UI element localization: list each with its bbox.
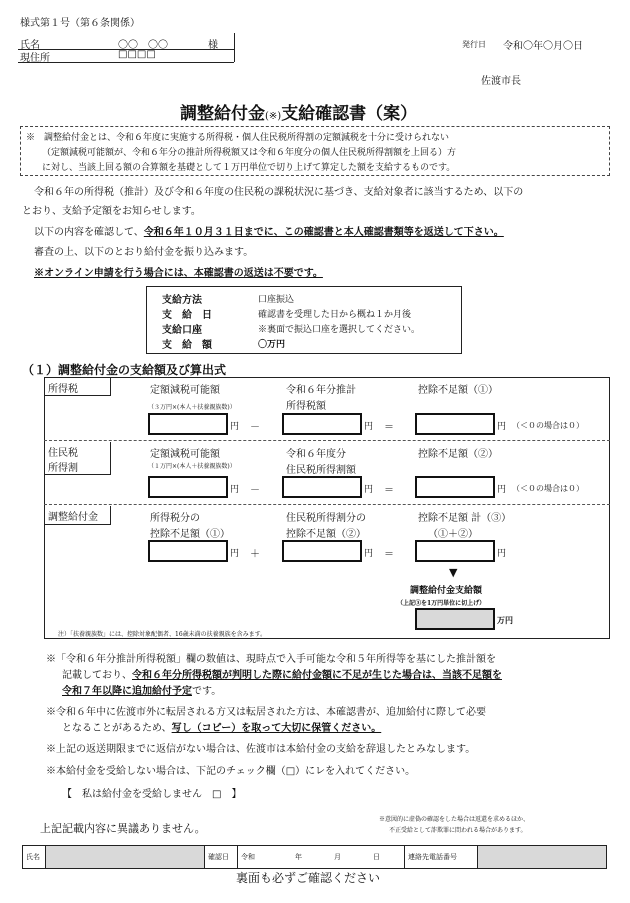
row-divider-1: [44, 440, 610, 441]
resident-tax-credit-field[interactable]: [148, 476, 228, 498]
phone-label-cell: 連絡先電話番号: [405, 846, 478, 869]
equals-sign: ＝: [384, 485, 394, 496]
note-3: ※上記の返送期限までに返信がない場合は、佐渡市は本給付金の支給を辞退したとみなします。: [46, 744, 476, 755]
adjustment-col3b: （①＋②）: [428, 529, 478, 540]
notice-line-2: （定額減税可能額が、令和６年分の推計所得税額又は令和６年度分の個人住民税所得割額を上回る）方: [42, 148, 457, 158]
zero-condition: （＜０の場合は０）: [512, 484, 584, 493]
payment-amount-value: 〇万円: [258, 340, 286, 350]
date-input-cell[interactable]: [238, 846, 405, 869]
income-tax-credit-field[interactable]: [148, 413, 228, 435]
online-note: ※オンライン申請を行う場合には、本確認書の返送は不要です。: [34, 268, 323, 279]
confirm-statement: 上記記載内容に異議ありません。: [40, 822, 206, 835]
adjustment-resident-shortfall-field[interactable]: [282, 540, 362, 562]
warning-line-2: 不正受給として詐欺罪に問われる場合があります。: [389, 827, 527, 834]
note-2-line-2: [62, 719, 381, 734]
resident-tax-col1-note: （１万円×(本人＋扶養親族数)）: [148, 463, 236, 470]
note-1-prefix: 記載しており、: [62, 670, 132, 681]
yen-unit: 円: [497, 485, 507, 495]
note-2-prefix: となることがあるため、: [62, 723, 172, 734]
note-1-line-3: [62, 682, 221, 697]
payment-account-label: 支給口座: [162, 325, 202, 336]
total-shortfall-field[interactable]: [415, 540, 495, 562]
form-number: 様式第１号（第６条関係）: [20, 18, 140, 29]
zero-condition: （＜０の場合は０）: [512, 421, 584, 430]
issue-date-label: 発行日: [462, 40, 486, 49]
issue-date: 令和〇年〇月〇日: [503, 41, 583, 52]
address-underline: [18, 62, 234, 63]
address-value: □□□□: [118, 49, 156, 60]
row-divider-2: [44, 504, 610, 505]
return-deadline-text: 令和６年１０月３１日までに、この確認書と本人確認書類等を返送して下さい。: [143, 227, 504, 238]
payment-date-label: 支 給 日: [162, 310, 212, 321]
adjustment-col1b: 控除不足額（①）: [150, 529, 230, 540]
address-box-edge: [234, 33, 235, 62]
yen-unit: 円: [364, 422, 374, 432]
payment-account-value: ※裏面で振込口座を選択してください。: [258, 325, 421, 335]
resident-tax-amount-field[interactable]: [282, 476, 362, 498]
down-arrow-icon: ▼: [449, 566, 458, 579]
yen-unit: 円: [497, 549, 507, 559]
year-label: 年: [295, 853, 302, 861]
minus-sign: －: [250, 485, 260, 496]
man-yen-unit: 万円: [497, 615, 513, 625]
note-2-emphasis: 写し（コピー）を取って大切に保管ください。: [171, 723, 382, 734]
address-label: 現住所: [20, 53, 50, 64]
note-1-emphasis: 令和６年分所得税額が判明した際に給付金額に不足が生じた場合は、当該不足額を: [132, 670, 502, 681]
warning-line-1: ※意図的に虚偽の確認をした場合は返還を求めるほか、: [379, 816, 530, 823]
note-4: ※本給付金を受給しない場合は、下記のチェック欄（□）にレを入れてください。: [46, 766, 416, 777]
intro-line-2: とおり、支給予定額をお知らせします。: [22, 206, 201, 217]
plus-sign: ＋: [250, 549, 260, 560]
payment-method-value: 口座振込: [258, 295, 295, 305]
month-label: 月: [334, 853, 341, 861]
intro-line-1: 令和６年の所得税（推計）及び令和６年度の住民税の課税状況に基づき、支給対象者に該当するため、以下の: [34, 187, 524, 198]
resident-tax-col1: 定額減税可能額: [150, 449, 220, 460]
adjustment-col2a: 住民税所得割分の: [286, 513, 366, 524]
era-label: 令和: [241, 853, 255, 861]
date-label-cell: 確認日: [205, 846, 238, 869]
result-note: （上記③を1万円単位に切上げ）: [397, 600, 486, 607]
equals-sign: ＝: [384, 422, 394, 433]
honorific: 様: [208, 40, 218, 51]
title-main: 調整給付金: [180, 104, 265, 124]
note-1-suffix: です。: [192, 686, 222, 697]
yen-unit: 円: [364, 485, 374, 495]
name-label: 氏名: [20, 40, 40, 51]
adjustment-col2b: 控除不足額（②）: [286, 529, 366, 540]
income-tax-col1: 定額減税可能額: [150, 385, 220, 396]
resident-tax-col2a: 令和６年度分: [286, 449, 346, 460]
issuer: 佐渡市長: [481, 76, 521, 87]
adjustment-benefit-field[interactable]: [415, 608, 495, 630]
note-1-emphasis-2: 令和７年以降に追加給付予定: [62, 686, 192, 697]
income-tax-shortfall-field[interactable]: [415, 413, 495, 435]
income-tax-col2b: 所得税額: [286, 401, 326, 412]
result-title: 調整給付金支給額: [410, 586, 483, 596]
yen-unit: 円: [230, 549, 240, 559]
adjustment-income-shortfall-field[interactable]: [148, 540, 228, 562]
return-deadline: [34, 223, 504, 238]
adjustment-label: 調整給付金: [48, 512, 98, 523]
confirmation-table: [22, 845, 607, 869]
income-tax-col2a: 令和６年分推計: [286, 385, 356, 396]
recipient-name: 〇〇 〇〇: [118, 40, 168, 51]
phone-input-cell[interactable]: [478, 846, 607, 869]
note-1-line-1: ※「令和６年分推計所得税額」欄の数値は、現時点で入手可能な令和５年所得等を基にした推計額を: [46, 654, 496, 665]
decline-checkbox[interactable]: 【 私は給付金を受給しません □ 】: [62, 789, 242, 800]
intro-line-4: 審査の上、以下のとおり給付金を振り込みます。: [34, 247, 254, 258]
equals-sign: ＝: [384, 549, 394, 560]
name-cell-label: 氏名: [23, 846, 46, 869]
adjustment-col3a: 控除不足額 計（③）: [418, 513, 512, 524]
income-tax-label: 所得税: [48, 384, 78, 395]
footnote: 注）「扶養親族数」には、控除対象配偶者、16歳未満の扶養親族を含みます。: [58, 631, 267, 638]
title-mark: (※): [265, 111, 282, 122]
yen-unit: 円: [230, 422, 240, 432]
note-2-line-1: ※令和６年中に佐渡市外に転居される方又は転居された方は、本確認書が、追加給付に際して必要: [46, 707, 486, 718]
title-rest: 支給確認書（案）: [281, 104, 418, 124]
bottom-reminder: 裏面も必ずご確認ください: [236, 871, 381, 885]
adjustment-col1a: 所得税分の: [150, 513, 200, 524]
income-tax-col3: 控除不足額（①）: [418, 385, 498, 396]
day-label: 日: [373, 853, 380, 861]
resident-tax-col3: 控除不足額（②）: [418, 449, 498, 460]
section-heading: （１）調整給付金の支給額及び算出式: [22, 363, 227, 377]
page-title: [180, 99, 417, 124]
resident-tax-shortfall-field[interactable]: [415, 476, 495, 498]
notice-line-1: ※ 調整給付金とは、令和６年度に実施する所得税・個人住民税所得割の定額減税を十分に受けられない: [26, 133, 450, 143]
yen-unit: 円: [230, 485, 240, 495]
payment-date-value: 確認書を受理した日から概ね１か月後: [258, 310, 412, 320]
income-tax-col1-note: （３万円×(本人＋扶養親族数)）: [148, 404, 236, 411]
minus-sign: －: [250, 422, 260, 433]
name-input-cell[interactable]: [46, 846, 205, 869]
payment-method-label: 支給方法: [162, 295, 202, 306]
yen-unit: 円: [497, 422, 507, 432]
resident-tax-label-1: 住民税: [48, 448, 78, 459]
resident-tax-col2b: 住民税所得割額: [286, 465, 356, 476]
estimated-income-tax-field[interactable]: [282, 413, 362, 435]
note-1-line-2: [62, 666, 502, 681]
return-deadline-prefix: 以下の内容を確認して、: [34, 227, 144, 238]
yen-unit: 円: [364, 549, 374, 559]
notice-line-3: に対し、当該上回る額の合算額を基礎として１万円単位で切り上げて算定した額を支給するものです。: [42, 163, 456, 173]
resident-tax-label-2: 所得割: [48, 463, 78, 474]
payment-amount-label: 支 給 額: [162, 340, 212, 351]
